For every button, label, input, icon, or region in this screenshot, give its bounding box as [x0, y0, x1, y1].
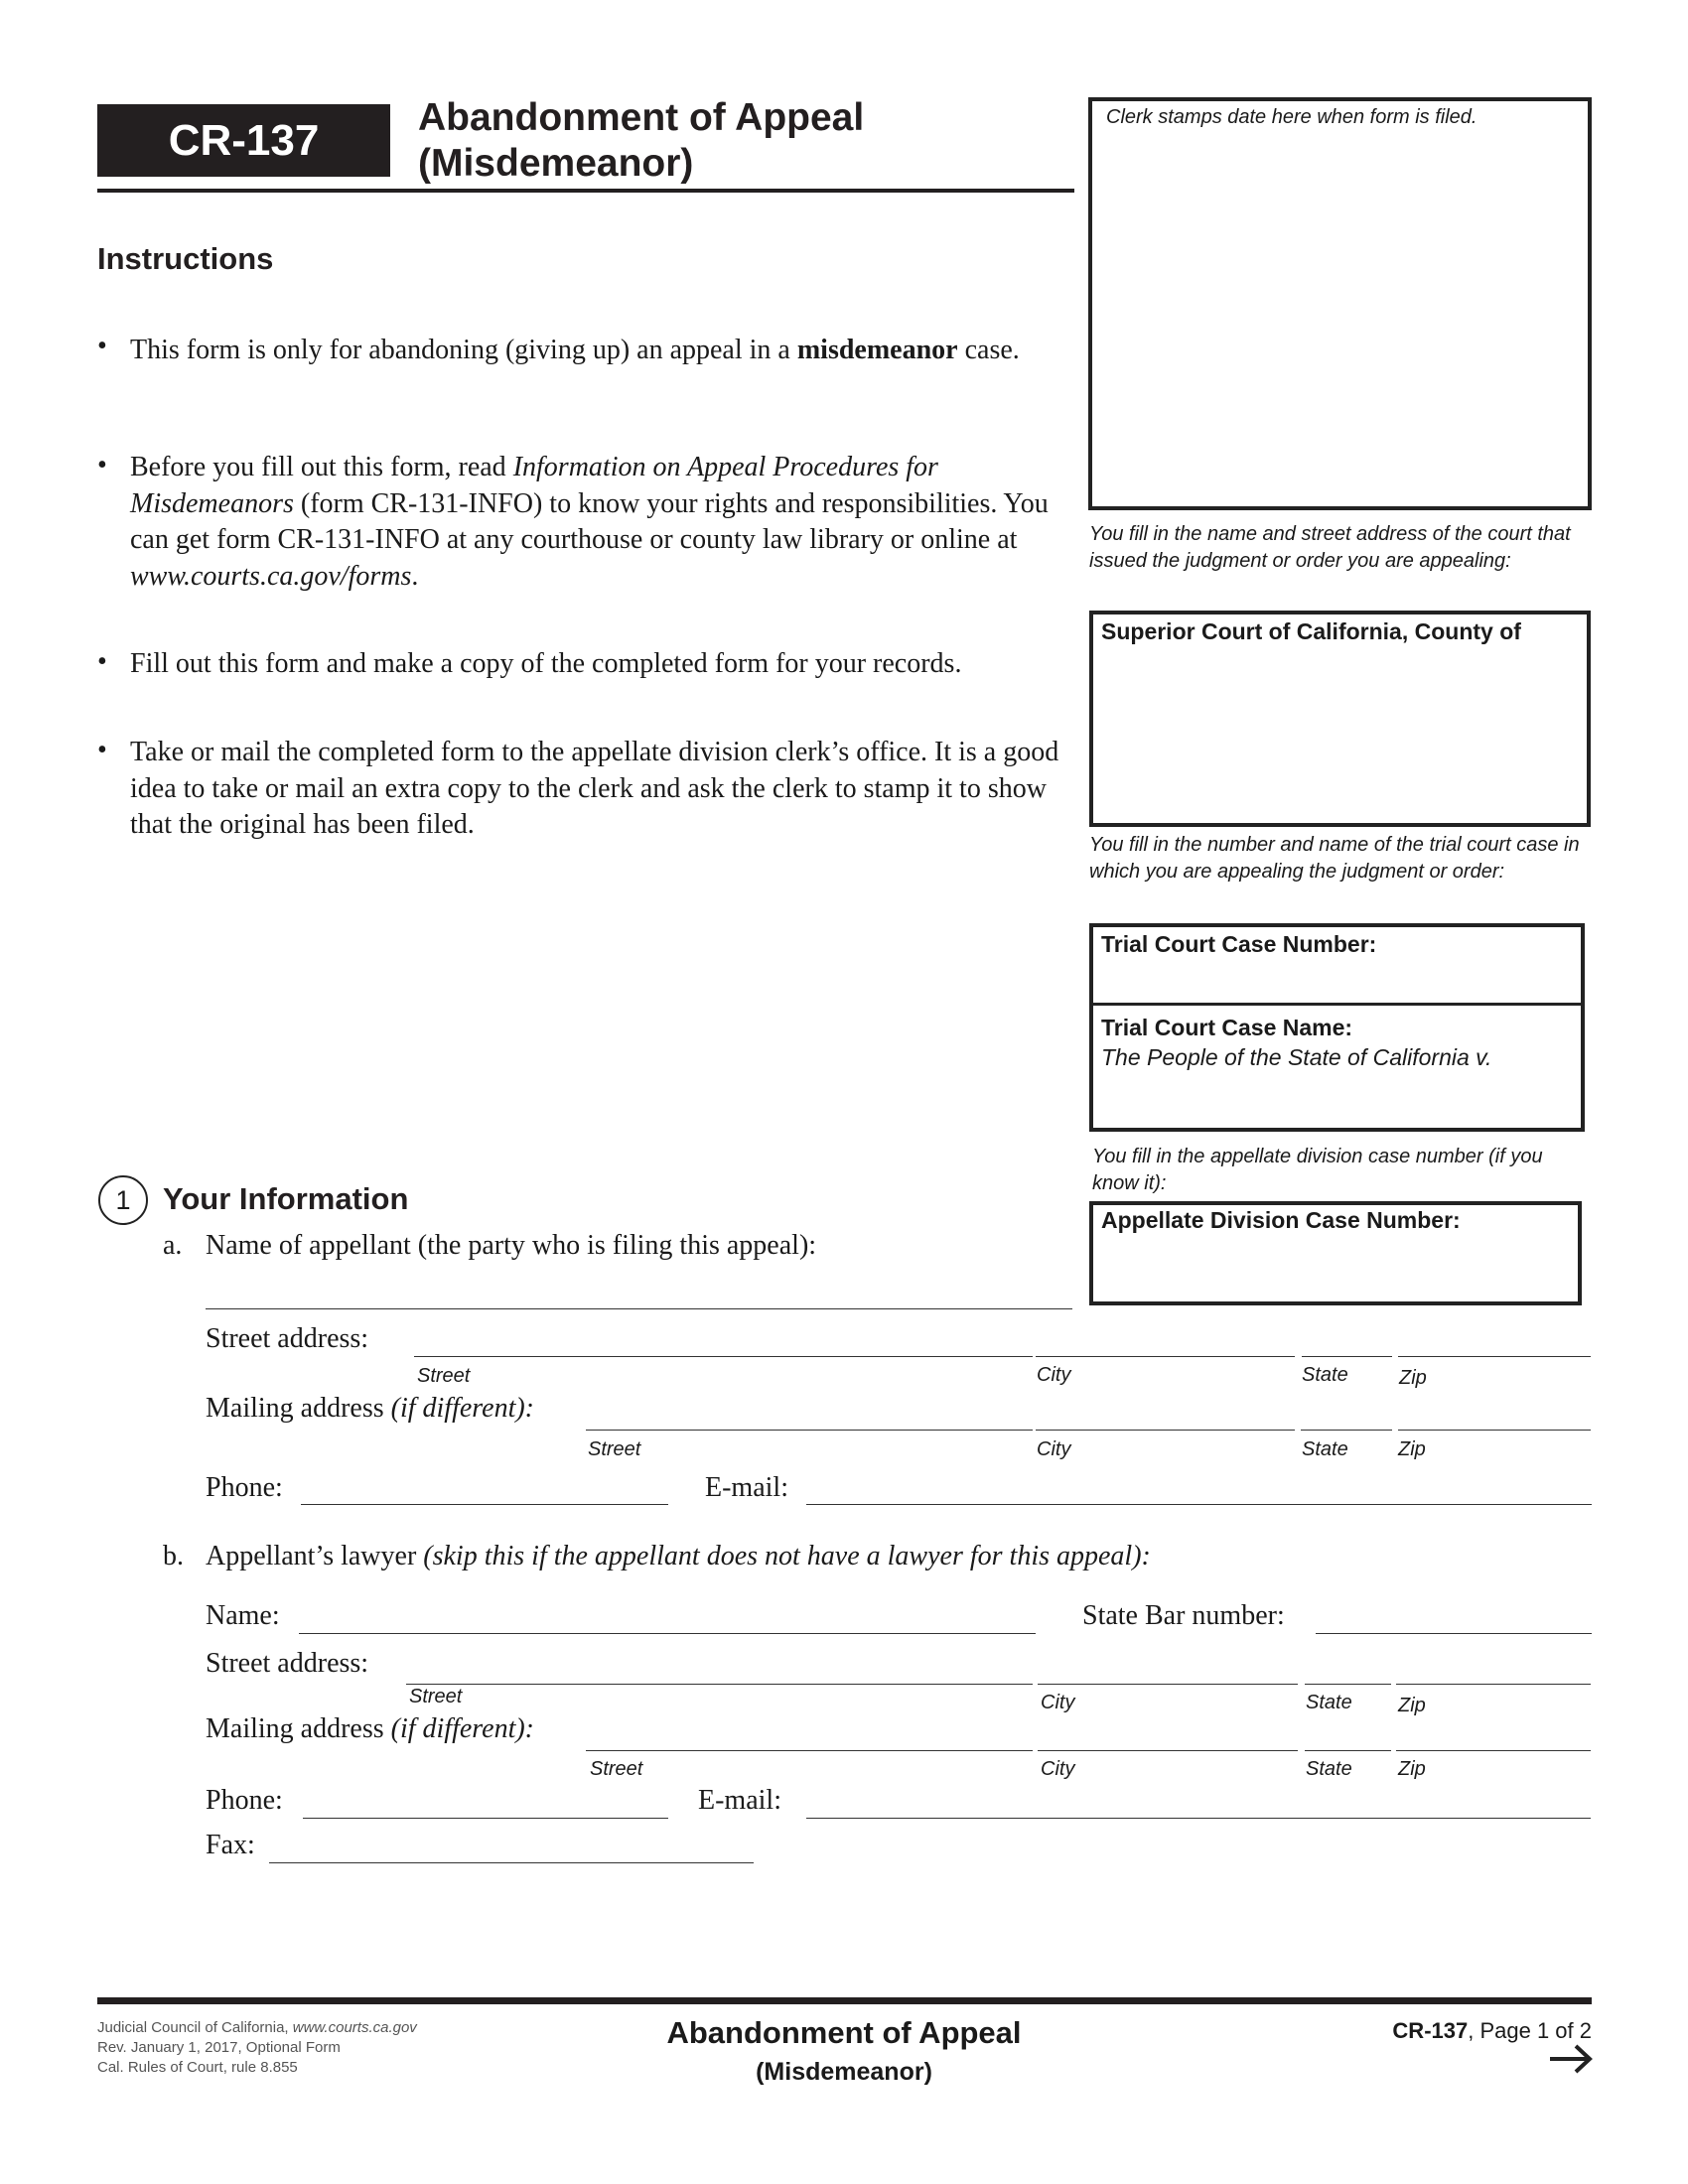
court-note: You fill in the name and street address of the court that issued the judgment or order you are appealing:: [1089, 523, 1571, 572]
footer-subtitle: (Misdemeanor): [756, 2058, 932, 2086]
mailing-zip-field[interactable]: [1398, 1430, 1591, 1431]
clerk-stamp-label: Clerk stamps date here when form is filed.: [1106, 106, 1477, 128]
text: .: [411, 560, 419, 592]
bullet-dot: •: [97, 450, 107, 480]
italic-text: (if different):: [390, 1713, 535, 1744]
lawyer-phone-label: Phone:: [206, 1785, 283, 1816]
text: Before you fill out this form, read: [130, 452, 513, 482]
state-sublabel: State: [1306, 1758, 1352, 1780]
court-box-label: Superior Court of California, County of: [1101, 618, 1521, 644]
text: Mailing address: [206, 1393, 391, 1424]
instructions-heading: Instructions: [97, 241, 274, 276]
text: case.: [957, 335, 1020, 365]
italic-text: (if different):: [390, 1393, 535, 1424]
state-sublabel: State: [1302, 1438, 1348, 1460]
appellate-box-label: Appellate Division Case Number:: [1101, 1207, 1461, 1233]
instruction-bullet-4: [130, 735, 1068, 844]
zip-sublabel: Zip: [1398, 1695, 1426, 1716]
bullet-dot: •: [97, 646, 107, 677]
lawyer-mailing-zip-field[interactable]: [1396, 1750, 1591, 1751]
footer-publisher: [97, 2018, 417, 2038]
trial-case-name-value[interactable]: The People of the State of California v.: [1101, 1044, 1492, 1070]
street-sublabel: Street: [409, 1686, 463, 1707]
state-bar-label: State Bar number:: [1082, 1600, 1285, 1631]
text: (form CR-131-INFO) to know your rights and responsibilities. You can get form CR-131-INFO at any courthouse or county law library or online at: [130, 487, 1049, 555]
zip-sublabel: Zip: [1398, 1438, 1426, 1460]
text: Judicial Council of California,: [97, 2019, 293, 2036]
lawyer-phone-field[interactable]: [303, 1818, 668, 1819]
mailing-address-label: [206, 1393, 534, 1425]
lawyer-state-field[interactable]: [1305, 1684, 1391, 1685]
lawyer-zip-field[interactable]: [1396, 1684, 1591, 1685]
trial-case-number-label: Trial Court Case Number:: [1101, 931, 1377, 957]
forms-link[interactable]: www.courts.ca.gov/forms: [130, 560, 412, 592]
street-field[interactable]: [414, 1356, 1033, 1357]
phone-label: Phone:: [206, 1472, 283, 1503]
court-name-box[interactable]: [1089, 611, 1591, 827]
mailing-street-field[interactable]: [586, 1430, 1033, 1431]
text: Fill out this form and make a copy of the completed form for your records.: [130, 648, 962, 679]
lawyer-name-label: Name:: [206, 1600, 280, 1631]
email-label: E-mail:: [705, 1472, 788, 1503]
lawyer-email-field[interactable]: [806, 1818, 1591, 1819]
city-sublabel: City: [1037, 1438, 1071, 1460]
form-title-line2: (Misdemeanor): [418, 142, 694, 185]
state-sublabel: State: [1302, 1364, 1348, 1386]
bold-text: misdemeanor: [796, 335, 958, 365]
text: Appellant’s lawyer: [206, 1541, 424, 1571]
street-sublabel: Street: [588, 1438, 641, 1460]
appellant-name-label: Name of appellant (the party who is filing this appeal):: [206, 1230, 817, 1261]
trial-note: You fill in the number and name of the trial court case in which you are appealing the judgment or order:: [1089, 834, 1580, 883]
form-title: [418, 95, 864, 187]
lawyer-city-field[interactable]: [1038, 1684, 1298, 1685]
appellate-note: You fill in the appellate division case number (if you know it):: [1092, 1146, 1543, 1194]
footer-form-number: CR-137: [1392, 2018, 1469, 2043]
lawyer-mailing-address-label: [206, 1713, 534, 1745]
arrow-right-icon: [1548, 2043, 1594, 2075]
street-sublabel: Street: [417, 1365, 471, 1387]
footer-rule-reference: Cal. Rules of Court, rule 8.855: [97, 2059, 298, 2076]
header-rule: [97, 189, 1074, 193]
footer-revision: Rev. January 1, 2017, Optional Form: [97, 2039, 341, 2056]
page-number: , Page 1 of 2: [1468, 2018, 1592, 2043]
bullet-dot: •: [97, 331, 107, 361]
lawyer-street-address-label: Street address:: [206, 1648, 369, 1679]
zip-sublabel: Zip: [1399, 1367, 1427, 1389]
phone-field[interactable]: [301, 1504, 668, 1505]
text: Mailing address: [206, 1713, 391, 1744]
state-sublabel: State: [1306, 1692, 1352, 1713]
footer-rule: [97, 1997, 1592, 2004]
lawyer-mailing-street-field[interactable]: [586, 1750, 1033, 1751]
lawyer-mailing-state-field[interactable]: [1305, 1750, 1391, 1751]
city-sublabel: City: [1041, 1692, 1075, 1713]
trial-case-name-label: Trial Court Case Name:: [1101, 1015, 1353, 1040]
appellant-name-field[interactable]: [206, 1308, 1072, 1309]
instruction-bullet-2: [130, 450, 1054, 595]
trial-divider: [1093, 1003, 1581, 1006]
street-address-label: Street address:: [206, 1323, 369, 1354]
text: This form is only for abandoning (giving up) an appeal in a: [130, 335, 797, 365]
state-bar-field[interactable]: [1316, 1633, 1592, 1634]
trial-case-box: [1089, 923, 1585, 1132]
mailing-state-field[interactable]: [1301, 1430, 1392, 1431]
state-field[interactable]: [1302, 1356, 1392, 1357]
clerk-stamp-box: [1088, 97, 1592, 510]
lawyer-street-field[interactable]: [406, 1684, 1033, 1685]
mailing-city-field[interactable]: [1036, 1430, 1295, 1431]
footer-left: [97, 2018, 417, 2078]
bullet-dot: •: [97, 735, 107, 765]
courts-link[interactable]: www.courts.ca.gov: [292, 2019, 417, 2036]
city-field[interactable]: [1036, 1356, 1295, 1357]
lawyer-fax-field[interactable]: [269, 1862, 754, 1863]
text: Take or mail the completed form to the appellate division clerk’s office. It is a good idea to take or mail an extra copy to the clerk and ask the clerk to stamp it to show that the original has been filed.: [130, 737, 1059, 840]
street-sublabel: Street: [590, 1758, 643, 1780]
lawyer-email-label: E-mail:: [698, 1785, 781, 1816]
footer-page-info: [1392, 2018, 1592, 2044]
email-field[interactable]: [806, 1504, 1592, 1505]
lawyer-fax-label: Fax:: [206, 1830, 255, 1860]
item-a-letter: a.: [163, 1230, 183, 1261]
city-sublabel: City: [1037, 1364, 1071, 1386]
footer-title: Abandonment of Appeal: [666, 2015, 1022, 2050]
appellate-case-box[interactable]: [1089, 1201, 1582, 1305]
item-b-letter: b.: [163, 1541, 184, 1571]
form-title-line1: Abandonment of Appeal: [418, 96, 865, 139]
zip-sublabel: Zip: [1398, 1758, 1426, 1780]
instruction-bullet-1: [130, 333, 1068, 369]
zip-field[interactable]: [1398, 1356, 1591, 1357]
instruction-bullet-3: [130, 646, 1083, 683]
lawyer-label: [206, 1541, 1151, 1572]
section-number-circle: 1: [98, 1175, 148, 1225]
section-heading: Your Information: [163, 1181, 409, 1216]
form-number-badge: CR-137: [97, 104, 390, 177]
city-sublabel: City: [1041, 1758, 1075, 1780]
lawyer-name-field[interactable]: [299, 1633, 1036, 1634]
lawyer-mailing-city-field[interactable]: [1038, 1750, 1298, 1751]
italic-text: Information on Appeal Procedures for Misdemeanors: [130, 452, 938, 519]
italic-text: (skip this if the appellant does not have a lawyer for this appeal):: [423, 1541, 1151, 1571]
